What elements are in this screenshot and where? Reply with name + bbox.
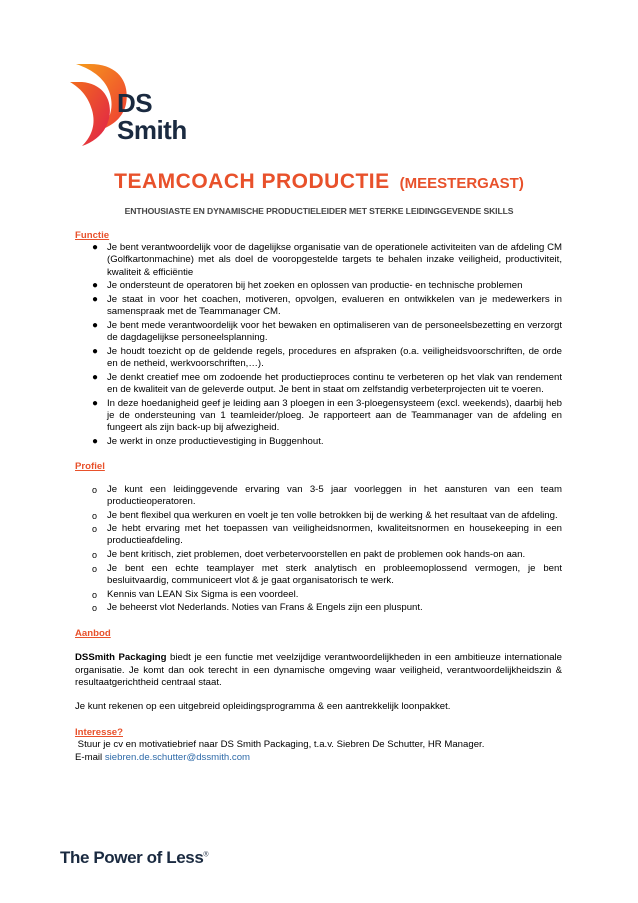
logo-wordmark-line2: Smith: [117, 115, 187, 145]
bullet-circle-icon: o: [92, 510, 98, 521]
list-item: o Kennis van LEAN Six Sigma is een voordeel.: [92, 588, 299, 600]
page-subtitle: ENTHOUSIASTE EN DYNAMISCHE PRODUCTIELEIDER MET STERKE LEIDINGGEVENDE SKILLS: [124, 206, 514, 216]
job-title-suffix: (MEESTERGAST): [399, 175, 524, 192]
list-item: ● Je bent mede verantwoordelijk voor het bewaken en optimaliseren van de personeelsbezetting en verzorgt de dagdagelijkse personeelsplanning.: [92, 319, 562, 344]
section-heading-profiel: Profiel: [75, 461, 105, 473]
email-label: E-mail: [75, 751, 103, 763]
list-item: ● Je houdt toezicht op de geldende regels, procedures en afspraken (o.a. veiligheidsvoorschriften, de orde en de netheid, werkvoorschriften,…).: [92, 345, 562, 370]
list-item: o Je beheerst vlot Nederlands. Noties van Frans & Engels zijn een pluspunt.: [92, 602, 423, 614]
document-body: [75, 230, 562, 764]
bullet-circle-icon: o: [92, 550, 98, 561]
list-item: ● Je ondersteunt de operatoren bij het zoeken en oplossen van productie- en technische problemen: [92, 280, 523, 292]
registered-mark: ®: [203, 851, 209, 859]
bullet-dot-icon: ●: [92, 435, 99, 447]
aanbod-paragraph: DSSmith Packaging biedt je een functie met veelzijdige verantwoordelijkheden in een ambitieuze internationale organisatie. Je komt dan ook terecht in een dynamische omgeving waar veiligheid, verantwoordelijkheidszin & resultaatgerichtheid centraal staat.: [75, 652, 562, 688]
logo-wordmark: [117, 90, 187, 144]
bullet-dot-icon: ●: [92, 280, 99, 292]
list-item: o Je hebt ervaring met het toepassen van veiligheidsnormen, kwaliteitsnormen en housekeeping in een productieafdeling.: [92, 523, 562, 547]
list-item: o Je kunt een leidinggevende ervaring van 3-5 jaar voorleggen in het aansturen van een team productieoperatoren.: [92, 483, 562, 507]
bullet-circle-icon: o: [92, 484, 98, 495]
job-title: TEAMCOACH PRODUCTIE: [114, 170, 390, 193]
bullet-dot-icon: ●: [92, 397, 99, 409]
functie-list: [75, 242, 562, 448]
bullet-circle-icon: o: [92, 589, 98, 600]
company-name: DSSmith Packaging: [75, 652, 167, 664]
interesse-text: Stuur je cv en motivatiebrief naar DS Smith Packaging, t.a.v. Siebren De Schutter, HR Manager.: [77, 739, 485, 751]
list-item: ● Je denkt creatief mee om zodoende het productieproces continu te verbeteren op het vlak van rendement en de kwaliteit van de geleverde output. Je bent in staat om zelfstandig verbeterprojecten uit te voeren.: [92, 371, 562, 395]
brand-tagline: The Power of Less®: [60, 848, 209, 867]
bullet-dot-icon: ●: [92, 319, 99, 331]
logo-wordmark-line1: DS: [117, 88, 153, 118]
page-title: [0, 170, 638, 194]
bullet-circle-icon: o: [92, 603, 98, 614]
list-item: o Je bent flexibel qua werkuren en voelt je ten volle betrokken bij de werking & het resultaat van de afdeling.: [92, 509, 558, 521]
profiel-list: [75, 484, 562, 615]
bullet-dot-icon: ●: [92, 345, 99, 357]
bullet-circle-icon: o: [92, 524, 98, 535]
email-link[interactable]: siebren.de.schutter@dssmith.com: [104, 751, 251, 763]
bullet-dot-icon: ●: [92, 242, 99, 254]
section-heading-functie: Functie: [75, 230, 110, 241]
list-item: o Je bent kritisch, ziet problemen, doet verbetervoorstellen en pakt de problemen ook hands-on aan.: [92, 549, 526, 561]
list-item: ● Je staat in voor het coachen, motiveren, opvolgen, evalueren en ontwikkelen van je medewerkers in samenspraak met de Teammanager CM.: [92, 294, 562, 318]
section-heading-aanbod: Aanbod: [75, 628, 111, 640]
bullet-circle-icon: o: [92, 563, 98, 574]
bullet-dot-icon: ●: [92, 371, 99, 383]
aanbod-paragraph-2: Je kunt rekenen op een uitgebreid opleidingsprogramma & een aantrekkelijk loonpakket.: [75, 701, 451, 712]
section-heading-interesse: Interesse?: [75, 727, 123, 739]
list-item: ● In deze hoedanigheid geef je leiding aan 3 ploegen in een 3-ploegensysteem (excl. weekends), daarbij heb je de ondersteuning van 1 teamleider/ploeg. Je rapporteert aan de Teammanager van de afdeling en fungeert als zijn back-up bij afwezigheid.: [92, 397, 562, 434]
list-item: ● Je werkt in onze productievestiging in Buggenhout.: [92, 435, 324, 447]
email-line: [75, 752, 562, 764]
list-item: ● Je bent verantwoordelijk voor de dagelijkse organisatie van de operationele activiteiten van de afdeling CM (Golfkartonmachine) met als doel de vooropgestelde targets te behalen inzake veiligheid, productiviteit, kwaliteit & efficiëntie: [92, 242, 562, 278]
list-item: o Je bent een echte teamplayer met sterk analytisch en probleemoplossend vermogen, je bent besluitvaardig, communiceert vlot & je gaat organisatorisch te werk.: [92, 562, 562, 587]
bullet-dot-icon: ●: [92, 294, 99, 306]
